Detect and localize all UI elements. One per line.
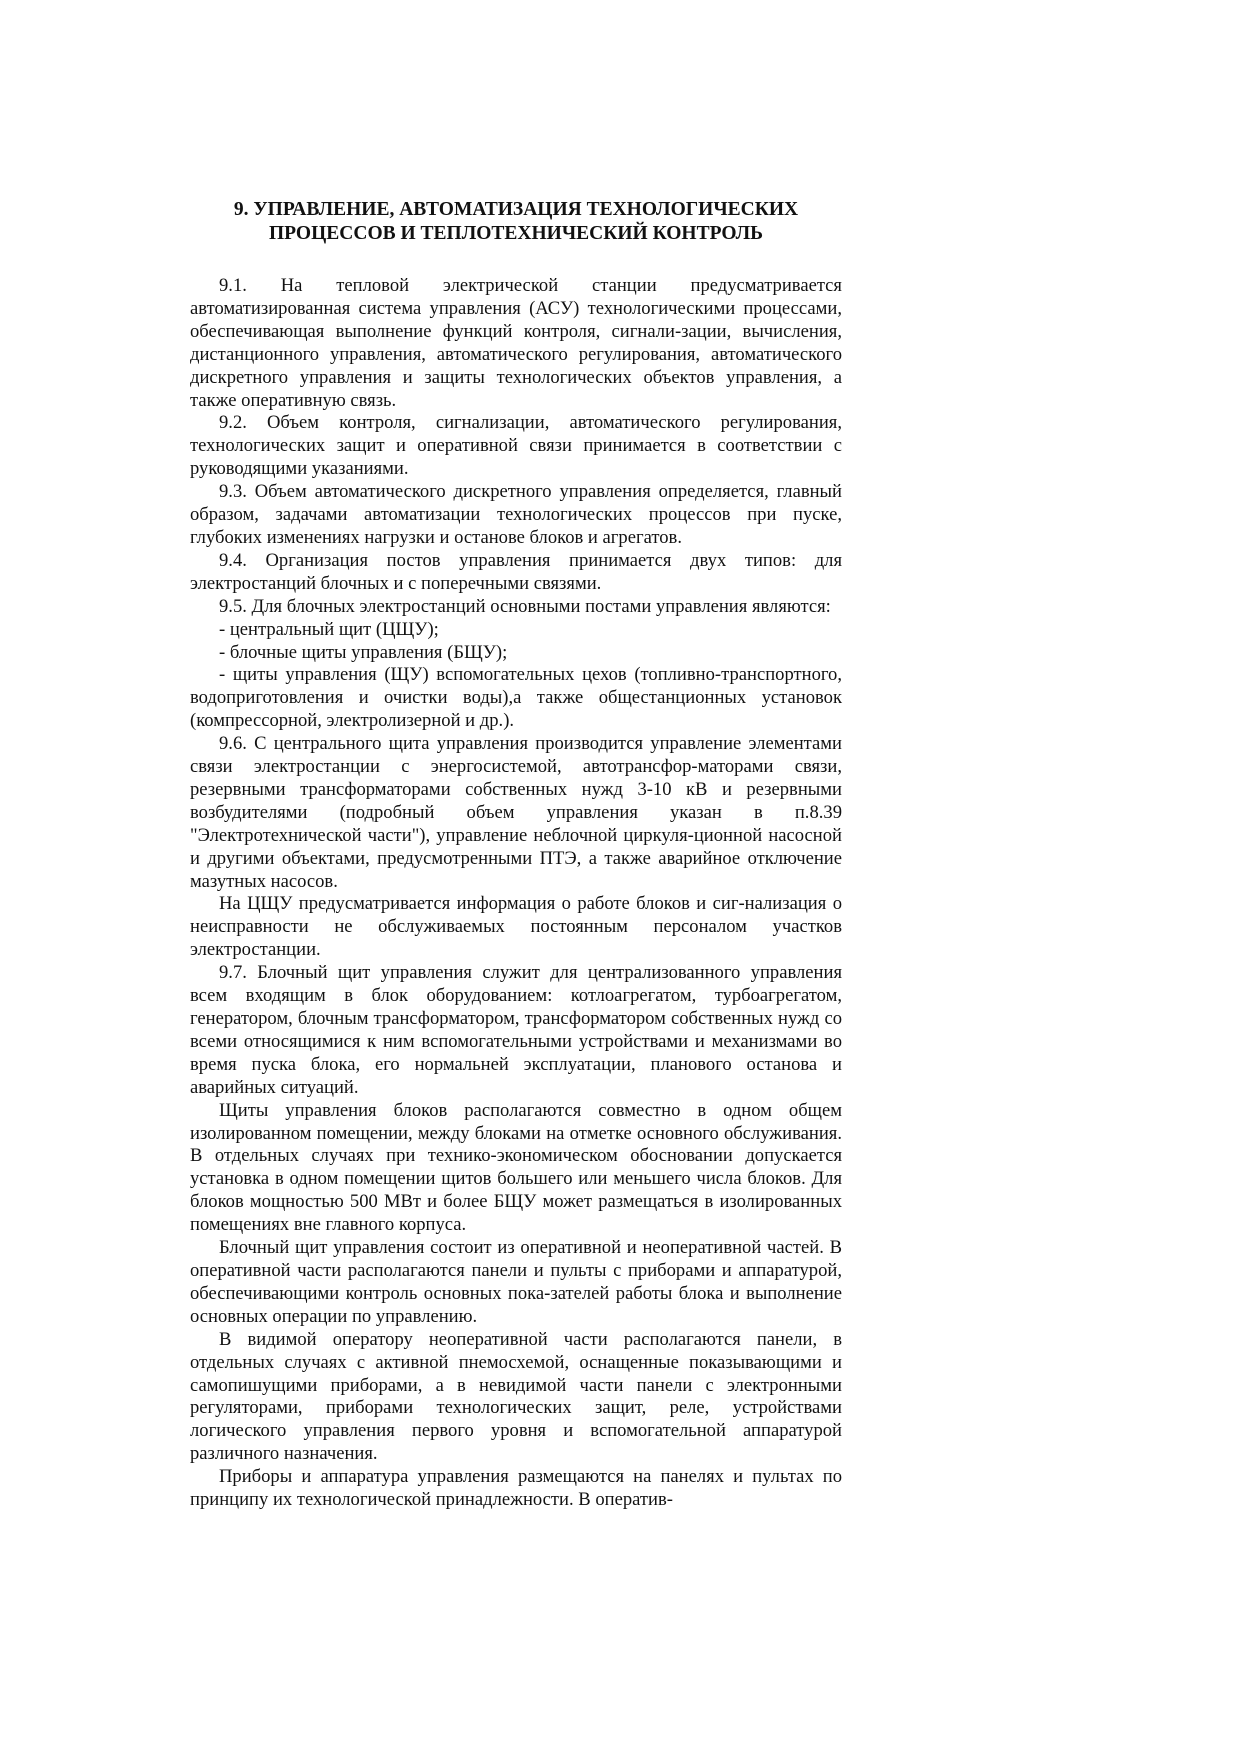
list-item-central-board: - центральный щит (ЦЩУ); <box>219 618 439 640</box>
paragraph-9-3: 9.3. Объем автоматического дискретного управления определяется, главный образом, задачами автоматизации технологических процессов при пуске, глубоких изменениях нагрузки и останове блоков и агрегатов. <box>190 481 842 548</box>
paragraph-cschu-info: На ЦЩУ предусматривается информация о работе блоков и сиг-нализация о неисправности не обслуживаемых постоянным персоналом участков электростанции. <box>190 893 842 961</box>
paragraph-9-5: 9.5. Для блочных электростанций основными постами управления являются: <box>219 595 831 617</box>
paragraph-9-2: 9.2. Объем контроля, сигнализации, автоматического регулирования, технологических защит и оперативной связи принимается в соответствии с руководящими указаниями. <box>190 412 842 480</box>
paragraph-9-1: 9.1. На тепловой электрической станции предусматривается автоматизированная система управления (АСУ) технологическими процессами, обеспечивающая выполнение функций контроля, сигнали-зации, вычисления, дистанционного управления, автоматического регулирования, автоматического дискретного управления и защиты технологических объектов управления, а также оперативную связь. <box>190 275 842 411</box>
body-text <box>190 275 842 1512</box>
paragraph-unit-boards-location: Щиты управления блоков располагаются совместно в одном общем изолированном помещении, между блоками на отметке основного обслуживания. В отдельных случаях при технико-экономическом обосновании допускается установка в одном помещении щитов большего или меньшего числа блоков. Для блоков мощностью 500 МВт и более БЩУ может размещаться в изолированных помещениях вне главного корпуса. <box>190 1099 842 1236</box>
section-title-line-1: 9. УПРАВЛЕНИЕ, АВТОМАТИЗАЦИЯ ТЕХНОЛОГИЧЕСКИХ <box>233 199 799 220</box>
list-item-auxiliary-boards: - щиты управления (ЩУ) вспомогательных цехов (топливно-транспортного, водоприготовления и очистки воды),а также общестанционных установок (компрессорной, электролизерной и др.). <box>190 664 842 732</box>
paragraph-9-6: 9.6. С центрального щита управления производится управление элементами связи электростанции с энергосистемой, автотрансфор-маторами связи, резервными трансформаторами собственных нужд 3-10 кВ и резервными возбудителями (подробный объем управления указан в п.8.39 "Электротехнической части"), управление неблочной циркуля-ционной насосной и другими объектами, предусмотренными ПТЭ, а также аварийное отключение мазутных насосов. <box>190 733 842 892</box>
paragraph-9-7: 9.7. Блочный щит управления служит для централизованного управления всем входящим в блок оборудованием: котлоагрегатом, турбоагрегатом, генератором, блочным трансформатором, трансформатором собственных нужд со всеми относящимися к ним вспомогательными устройствами и механизмами во время пуска блока, его нормальней эксплуатации, планового останова и аварийных ситуаций. <box>190 962 842 1098</box>
list-item-unit-boards: - блочные щиты управления (БЩУ); <box>219 641 508 663</box>
section-title <box>190 198 842 246</box>
paragraph-unit-board-parts: Блочный щит управления состоит из оперативной и неоперативной частей. В оперативной части располагаются панели и пульты с приборами и аппаратурой, обеспечивающими контроль основных пока-зателей работы блока и выполнение основных операции по управлению. <box>190 1237 842 1327</box>
section-title-line-2: ПРОЦЕССОВ И ТЕПЛОТЕХНИЧЕСКИЙ КОНТРОЛЬ <box>268 223 764 244</box>
paragraph-9-4: 9.4. Организация постов управления принимается двух типов: для электростанций блочных и с поперечными связями. <box>190 549 842 594</box>
paragraph-nonoperative-part: В видимой оператору неоперативной части располагаются панели, в отдельных случаях с активной пнемосхемой, оснащенные показывающими и самопишущими приборами, а в невидимой части панели с электронными регуляторами, приборами технологических защит, реле, устройствами логического управления первого уровня и вспомогательной аппаратурой различного назначения. <box>190 1328 842 1465</box>
paragraph-instruments-placement: Приборы и аппаратура управления размещаются на панелях и пультах по принципу их технологической принадлежности. В оператив- <box>190 1466 842 1511</box>
